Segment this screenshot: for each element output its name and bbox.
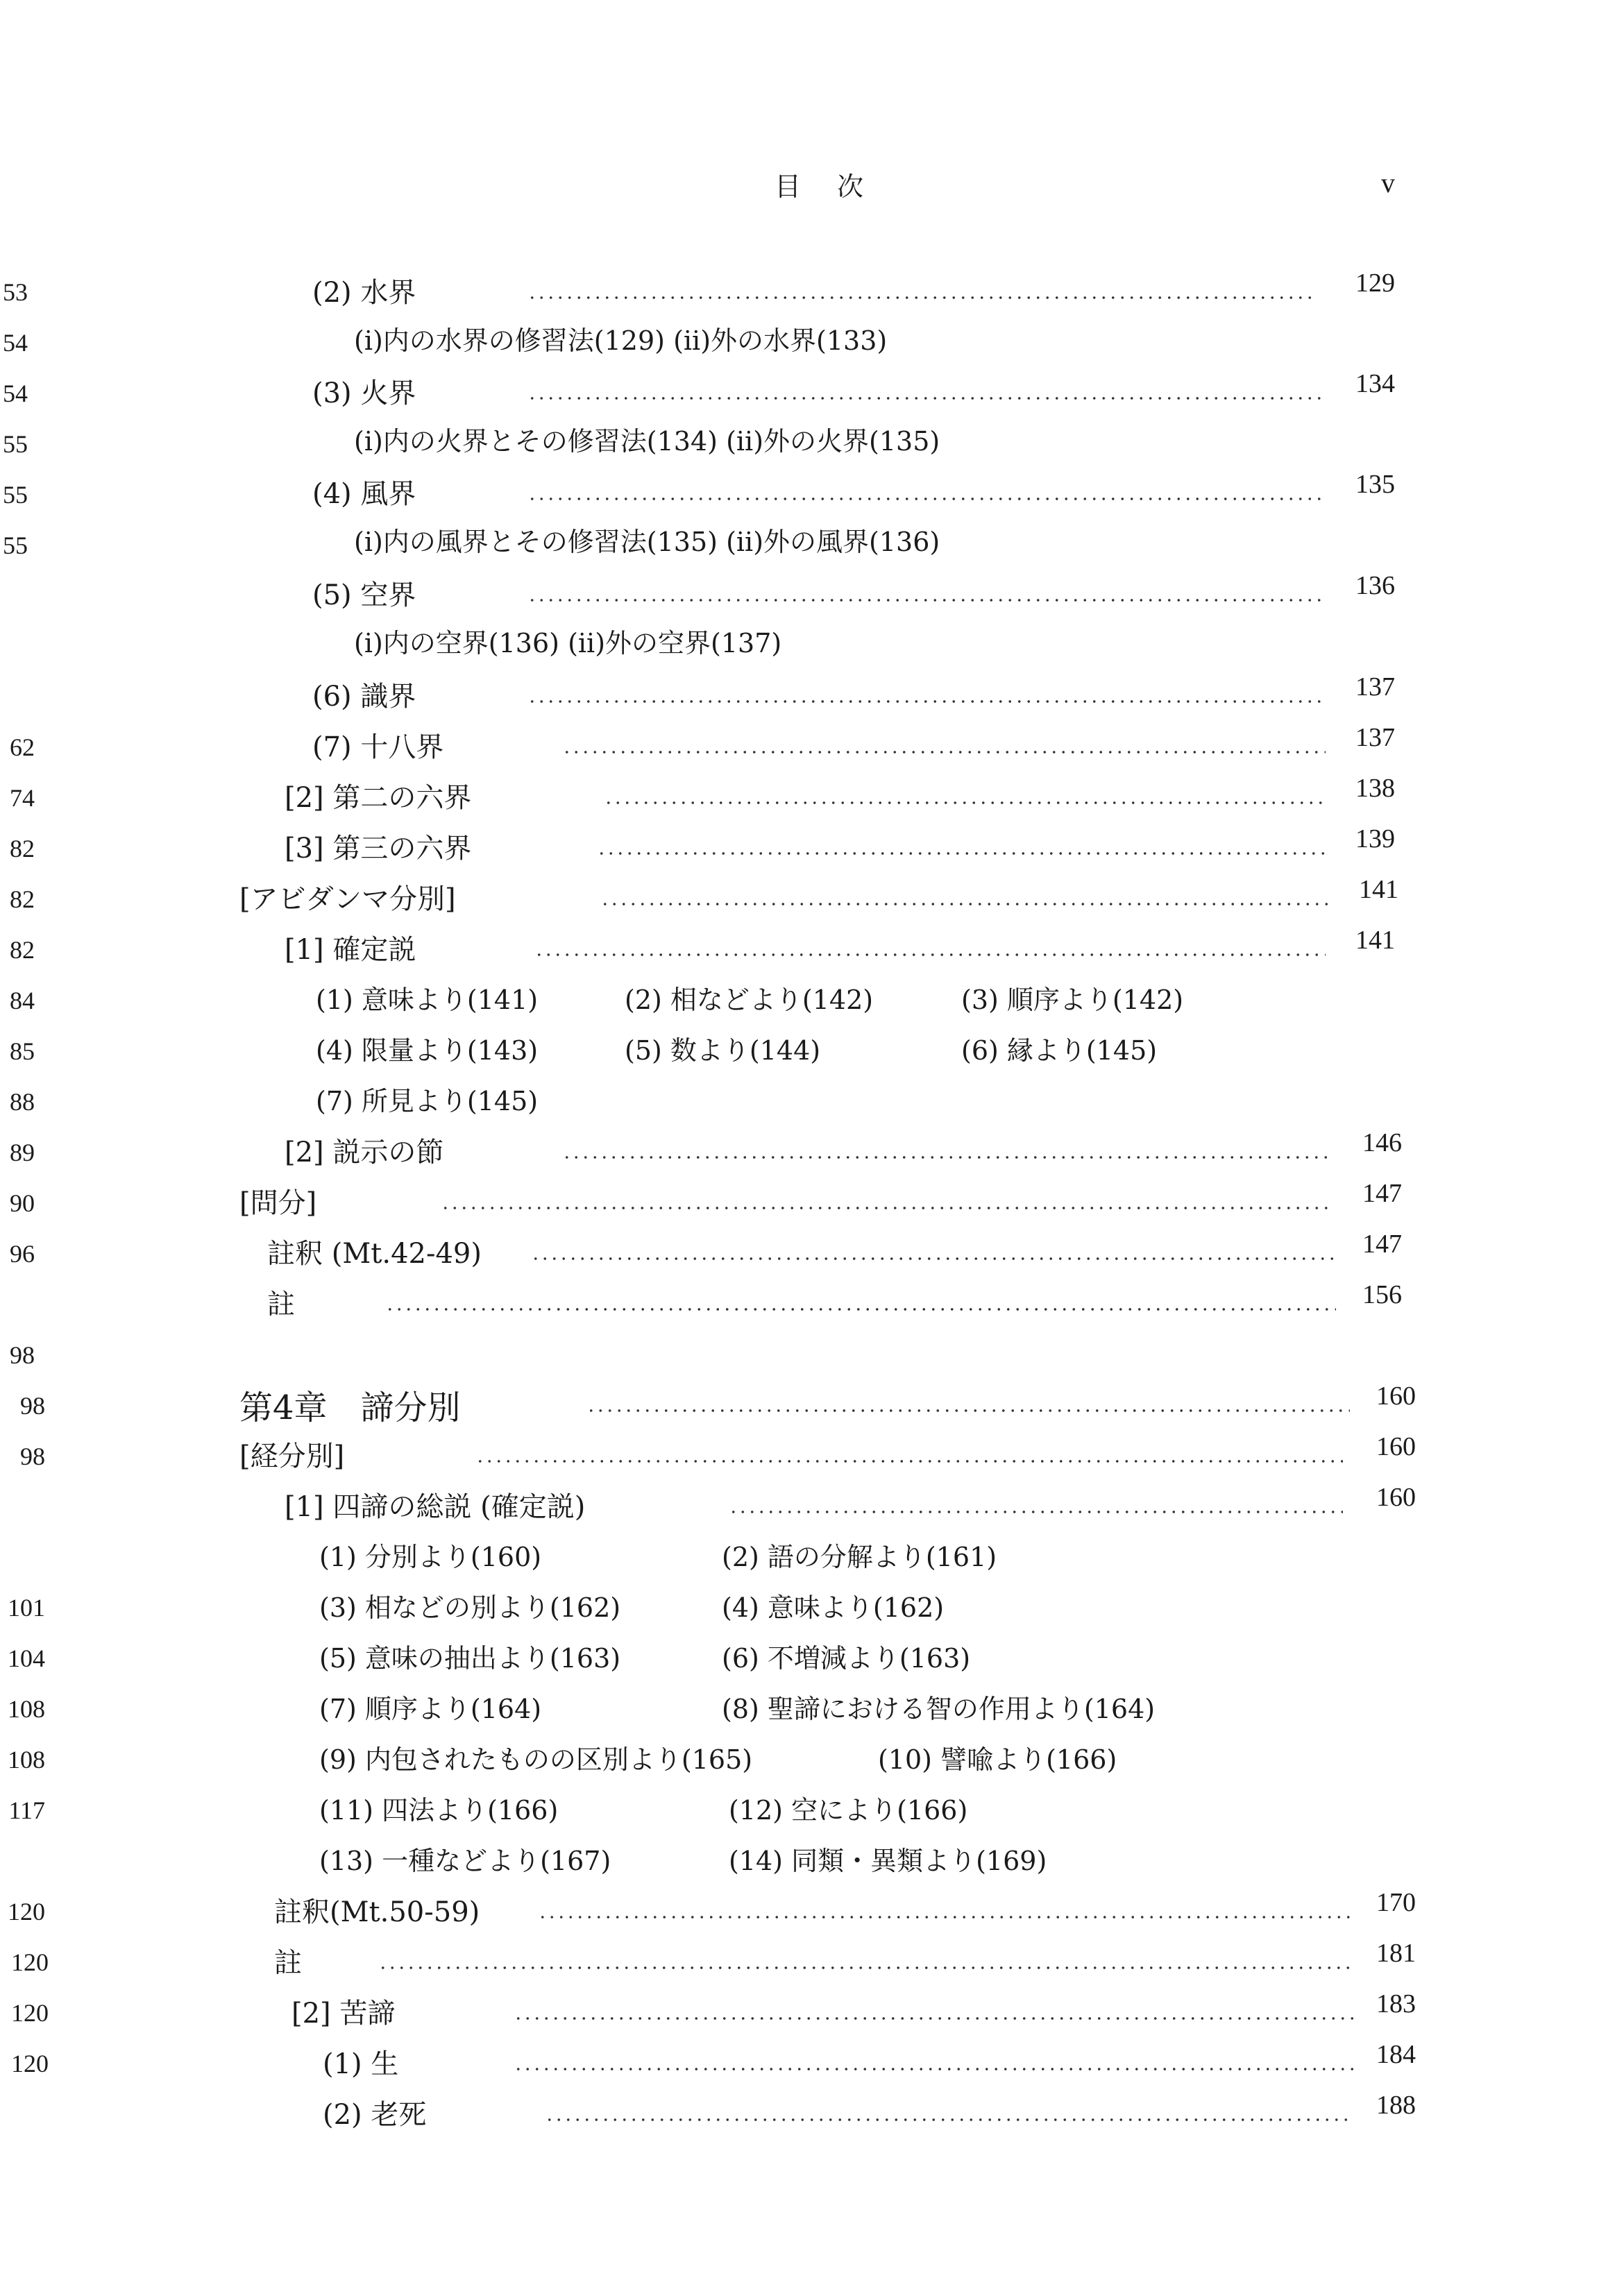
left-margin-number: 90 — [10, 1189, 35, 1217]
toc-entry — [312, 472, 1437, 516]
toc-entry-page: 138 — [1355, 774, 1395, 803]
toc-subitem: (8) 聖諦における智の作用より(164) — [722, 1694, 1156, 1724]
toc-subitem: (11) 四法より(166) — [319, 1795, 559, 1826]
toc-subitem: (2) 相などより(142) — [625, 985, 874, 1015]
dot-leader — [729, 1510, 1343, 1514]
toc-entry-page: 147 — [1362, 1179, 1402, 1208]
toc-entry-page: 135 — [1355, 470, 1395, 499]
toc-entry-page: 134 — [1355, 369, 1395, 398]
toc-subitem: (10) 譬喩より(166) — [878, 1744, 1117, 1775]
toc-entry-label: [1] 確定説 — [285, 934, 416, 966]
toc-entry — [323, 2042, 1447, 2086]
left-margin-number: 55 — [3, 481, 28, 509]
toc-entry-label: [3] 第三の六界 — [285, 833, 472, 865]
left-margin-number: 55 — [3, 430, 28, 458]
toc-subitem: (3) 順序より(142) — [961, 985, 1184, 1015]
toc-entry — [239, 877, 1437, 921]
dot-leader — [545, 2118, 1353, 2122]
dot-leader — [527, 598, 1326, 602]
toc-entry-label: 註釈 (Mt.42-49) — [267, 1238, 482, 1270]
left-margin-number: 108 — [8, 1746, 45, 1774]
left-margin-number: 54 — [3, 329, 28, 357]
dot-leader — [538, 1915, 1353, 1919]
toc-entry-label: (6) 識界 — [312, 681, 416, 713]
toc-entry-label: 註 — [267, 1289, 295, 1320]
toc-entry-label: (3) 火界 — [312, 377, 416, 409]
dot-leader — [514, 2016, 1353, 2021]
page-header-number: v — [1381, 167, 1395, 198]
page-header-title: 目 次 — [774, 171, 878, 202]
toc-entry-label: [問分] — [239, 1187, 317, 1219]
dot-leader — [597, 851, 1326, 856]
toc-entry — [285, 826, 1437, 871]
toc-subitem: (6) 不増減より(163) — [722, 1643, 971, 1674]
left-margin-number: 88 — [10, 1088, 35, 1116]
toc-subitem: (3) 相などの別より(162) — [319, 1592, 621, 1623]
toc-entry-label: (5) 空界 — [312, 579, 416, 611]
toc-entry-label: [2] 苦諦 — [291, 1998, 396, 2030]
left-margin-number: 98 — [20, 1443, 45, 1470]
toc-entry — [291, 1991, 1447, 2036]
toc-entry — [274, 1941, 1447, 1985]
toc-subitem: (4) 意味より(162) — [722, 1592, 945, 1623]
left-margin-number: 120 — [11, 1999, 49, 2027]
toc-subitem: (1) 分別より(160) — [319, 1542, 542, 1572]
toc-entry-page: 141 — [1355, 926, 1395, 955]
left-margin-number: 82 — [10, 936, 35, 964]
toc-entry-page: 184 — [1376, 2040, 1416, 2069]
toc-entry — [312, 725, 1437, 769]
toc-entry-label: (1) 生 — [323, 2048, 399, 2080]
toc-entry — [267, 1232, 1437, 1276]
left-margin-number: 74 — [10, 784, 35, 812]
toc-entry-page: 139 — [1355, 824, 1395, 853]
toc-entry-label: [アビダンマ分別] — [239, 883, 456, 915]
toc-entry-label: 註 — [274, 1947, 302, 1979]
dot-leader — [441, 1206, 1333, 1210]
left-margin-number: 120 — [11, 1948, 49, 1976]
dot-leader — [531, 1257, 1336, 1261]
toc-subitem: (2) 語の分解より(161) — [722, 1542, 997, 1572]
left-margin-number: 104 — [8, 1644, 45, 1672]
toc-entry-page: 146 — [1362, 1128, 1402, 1157]
dot-leader — [562, 750, 1326, 754]
toc-entry — [312, 573, 1437, 618]
dot-leader — [378, 1966, 1353, 1970]
toc-subitem: (7) 所見より(145) — [316, 1086, 539, 1116]
toc-entry-page: 156 — [1362, 1280, 1402, 1309]
toc-entry-label: [1] 四諦の総説 (確定説) — [285, 1491, 586, 1523]
toc-entry — [239, 1181, 1437, 1225]
toc-subentries: (i)内の水界の修習法(129) (ii)外の水界(133) — [354, 325, 888, 356]
dot-leader — [586, 1409, 1350, 1413]
chapter-title: 第4章 諦分別 — [239, 1388, 461, 1427]
dot-leader — [527, 296, 1315, 300]
chapter-heading — [239, 1381, 1447, 1428]
toc-subitem: (5) 数より(144) — [625, 1035, 821, 1066]
toc-entry-page: 160 — [1376, 1483, 1416, 1512]
toc-entry-page: 170 — [1376, 1888, 1416, 1917]
left-margin-number: 84 — [10, 987, 35, 1014]
left-margin-number: 62 — [10, 733, 35, 761]
toc-entry-label: [経分別] — [239, 1440, 345, 1472]
left-margin-number: 120 — [11, 2050, 49, 2077]
left-margin-number: 117 — [8, 1796, 45, 1824]
toc-subitem: (6) 縁より(145) — [961, 1035, 1158, 1066]
toc-subitem: (9) 内包されたものの区別より(165) — [319, 1744, 753, 1775]
dot-leader — [604, 801, 1326, 805]
toc-entry-label: (4) 風界 — [312, 478, 416, 510]
left-margin-number: 98 — [10, 1341, 35, 1369]
left-margin-number: 82 — [10, 835, 35, 862]
toc-entry-page: 160 — [1376, 1432, 1416, 1461]
toc-entry — [285, 776, 1437, 820]
left-margin-number: 120 — [8, 1898, 45, 1925]
dot-leader — [527, 396, 1326, 400]
left-margin-number: 53 — [3, 278, 28, 306]
toc-entry-page: 147 — [1362, 1230, 1402, 1259]
dot-leader — [527, 699, 1326, 704]
toc-subentries: (i)内の火界とその修習法(134) (ii)外の火界(135) — [354, 426, 940, 457]
toc-entry-label: [2] 第二の六界 — [285, 782, 472, 814]
dot-leader — [475, 1459, 1343, 1463]
left-margin-number: 85 — [10, 1037, 35, 1065]
toc-entry-label: 註釈(Mt.50-59) — [274, 1896, 480, 1928]
toc-entry — [274, 1890, 1447, 1934]
toc-entry-page: 183 — [1376, 1989, 1416, 2018]
toc-entry-page: 137 — [1355, 723, 1395, 752]
left-margin-number: 101 — [8, 1594, 45, 1622]
left-margin-number: 54 — [3, 380, 28, 407]
left-margin-number: 82 — [10, 885, 35, 913]
toc-entry — [312, 271, 1437, 315]
toc-subitem: (4) 限量より(143) — [316, 1035, 539, 1066]
toc-entry-label: (7) 十八界 — [312, 731, 444, 763]
toc-entry-page: 137 — [1355, 672, 1395, 701]
toc-subitem: (7) 順序より(164) — [319, 1694, 542, 1724]
toc-entry-page: 129 — [1355, 269, 1395, 298]
toc-entry — [285, 928, 1437, 972]
toc-entry-label: [2] 説示の節 — [285, 1137, 444, 1168]
dot-leader — [534, 953, 1326, 957]
toc-entry — [323, 2093, 1447, 2137]
toc-entry-page: 181 — [1376, 1939, 1416, 1968]
dot-leader — [562, 1155, 1333, 1159]
dot-leader — [514, 2067, 1353, 2071]
toc-entry-page: 188 — [1376, 2091, 1416, 2120]
dot-leader — [600, 902, 1329, 906]
toc-entry — [312, 371, 1437, 416]
left-margin-number: 55 — [3, 532, 28, 559]
toc-entry — [285, 1485, 1447, 1529]
toc-subitem: (1) 意味より(141) — [316, 985, 539, 1015]
toc-entry — [239, 1434, 1447, 1479]
toc-entry-page: 136 — [1355, 571, 1395, 600]
dot-leader — [527, 497, 1326, 501]
toc-entry-label: (2) 老死 — [323, 2099, 427, 2131]
toc-subitem: (13) 一種などより(167) — [319, 1846, 611, 1876]
toc-entry-label: (2) 水界 — [312, 277, 416, 309]
toc-entry — [267, 1282, 1437, 1327]
toc-entry-page: 160 — [1376, 1381, 1416, 1411]
toc-subitem: (14) 同類・異類より(169) — [729, 1846, 1047, 1876]
left-margin-number: 108 — [8, 1695, 45, 1723]
toc-subentries: (i)内の空界(136) (ii)外の空界(137) — [354, 628, 782, 658]
left-margin-number: 98 — [20, 1392, 45, 1420]
toc-entry-page: 141 — [1359, 875, 1398, 904]
toc-subitem: (5) 意味の抽出より(163) — [319, 1643, 621, 1674]
left-margin-number: 89 — [10, 1139, 35, 1166]
toc-entry — [285, 1130, 1437, 1175]
dot-leader — [385, 1307, 1336, 1311]
toc-entry — [312, 674, 1437, 719]
toc-subentries: (i)内の風界とその修習法(135) (ii)外の風界(136) — [354, 527, 940, 557]
left-margin-number: 96 — [10, 1240, 35, 1268]
toc-subitem: (12) 空により(166) — [729, 1795, 968, 1826]
